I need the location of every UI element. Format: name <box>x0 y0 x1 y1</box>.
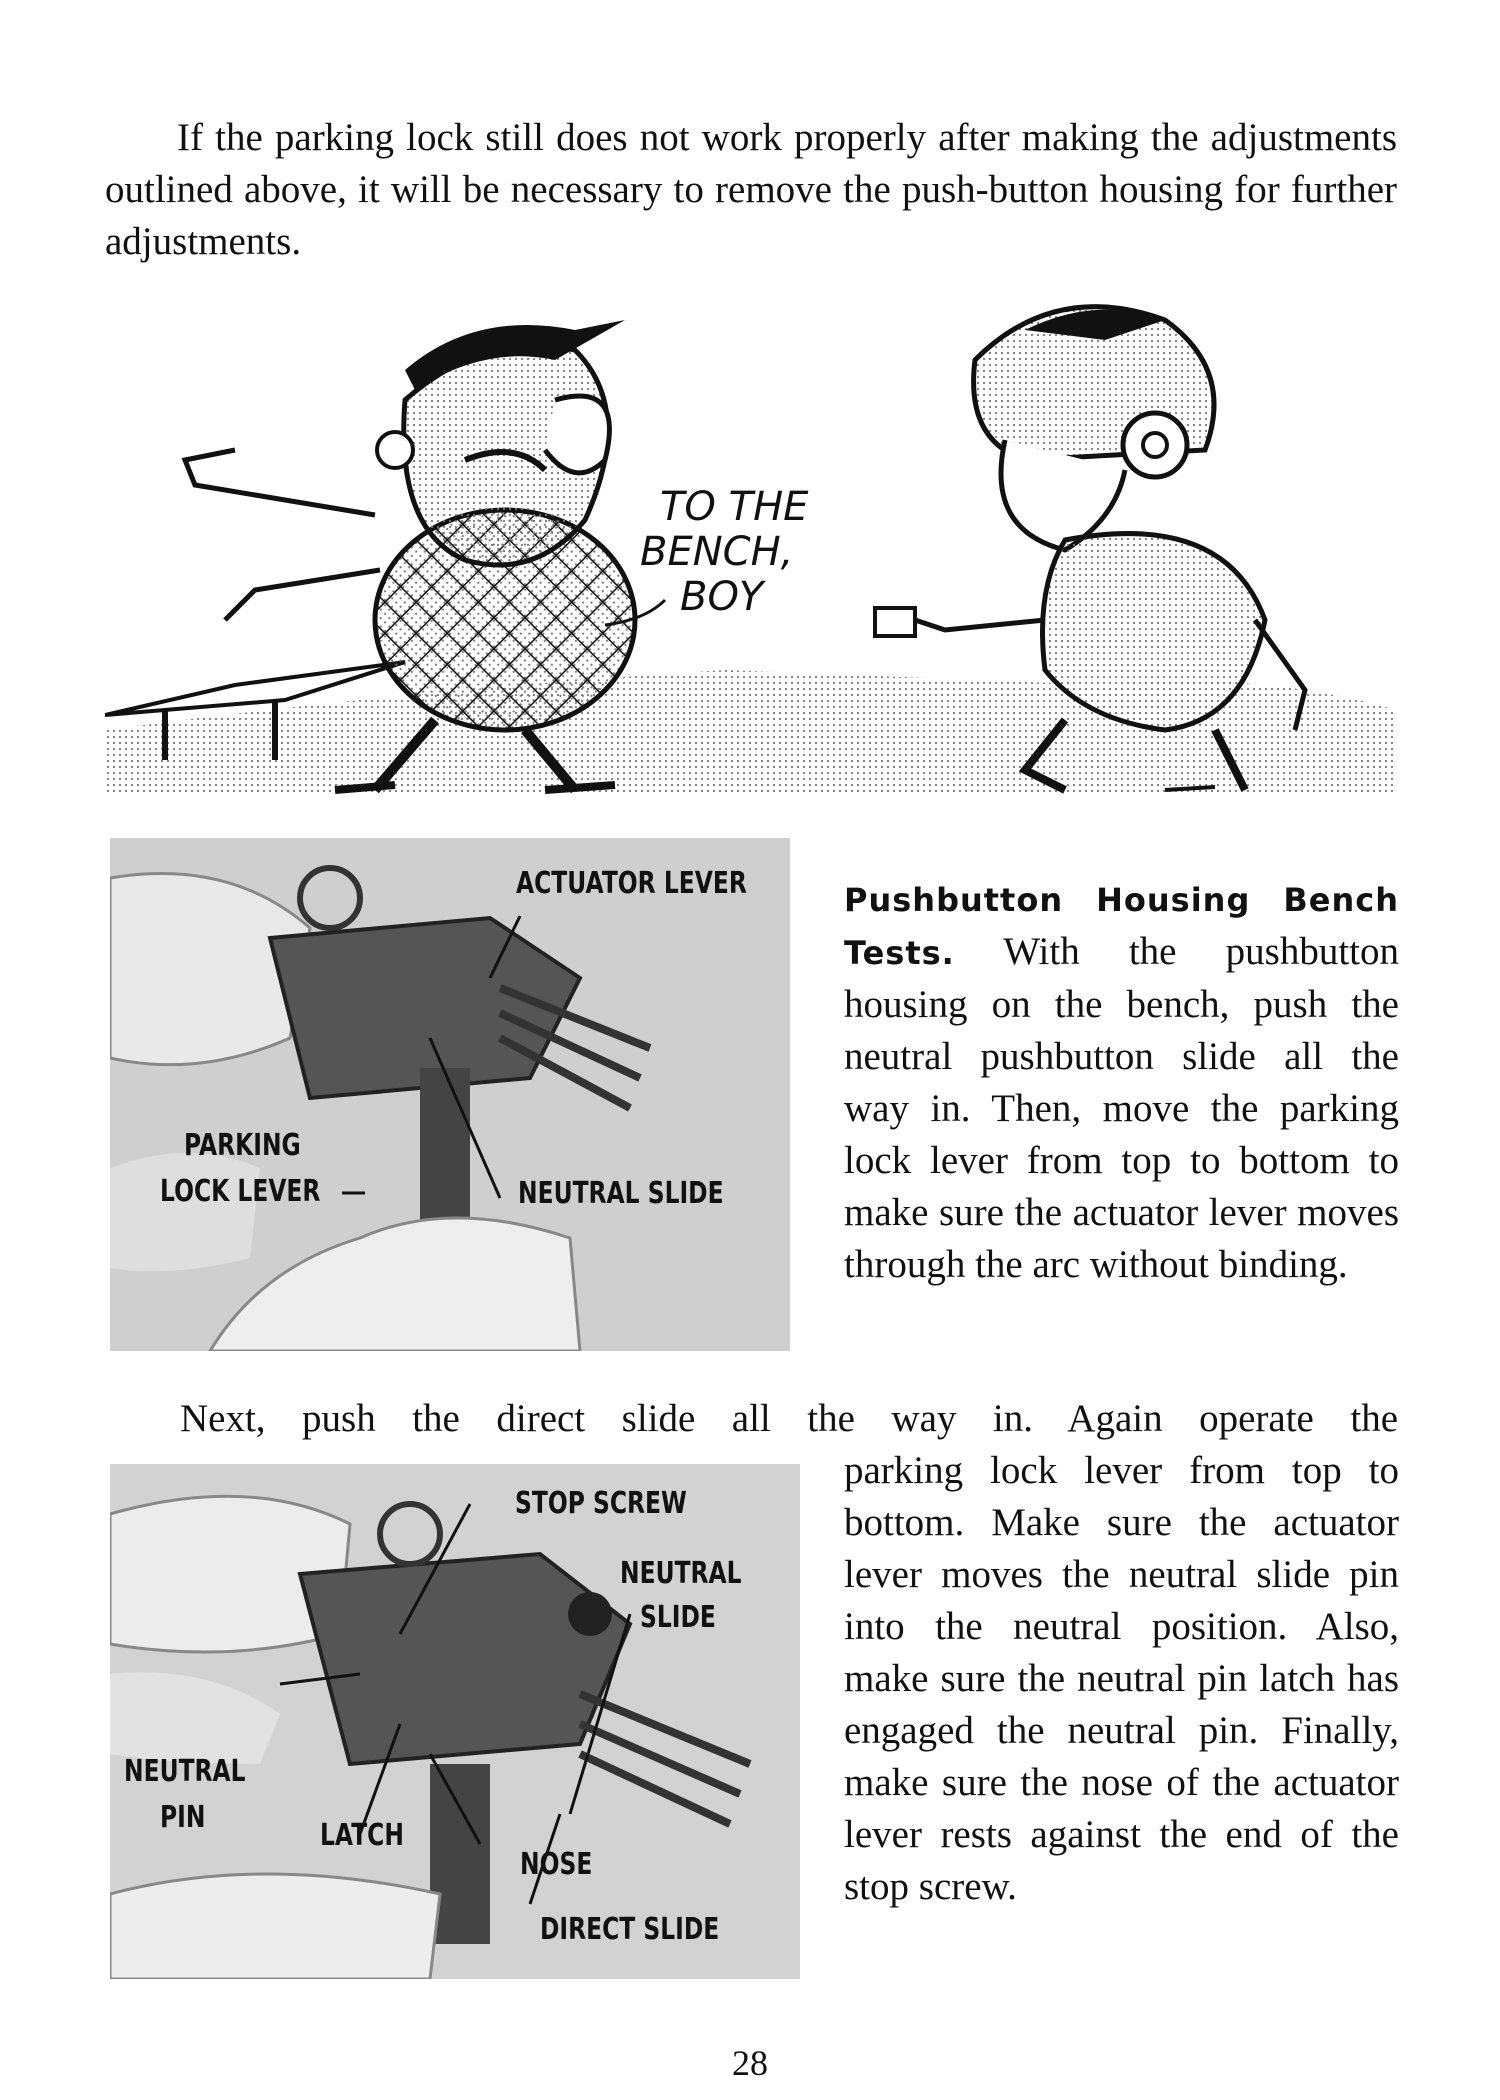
page-number: 28 <box>732 2043 768 2083</box>
label-direct-slide: DIRECT SLIDE <box>540 1912 720 1947</box>
photo-pushbutton-housing-1 <box>110 838 790 1351</box>
bench-tests-body: With the pushbutton housing on the bench, push the neutral pushbutton slide all the way in. Then, move the parking lock lever from top to bottom to make sure the actuator lever moves through the arc without binding. <box>844 930 1399 1286</box>
label-neutral-slide-line2: SLIDE <box>640 1600 716 1635</box>
label-parking-lock-lever-line2: LOCK LEVER <box>160 1174 321 1209</box>
intro-paragraph: If the parking lock still does not work properly after making the adjustments outlined above, it will be necessary to remove the push-button housing for further adjustments. <box>105 116 1397 263</box>
photo-pushbutton-housing-2 <box>110 1464 800 1979</box>
cartoon-illustration <box>105 290 1397 810</box>
next-paragraph-continuation: parking lock lever from top to bottom. Make sure the actuator lever moves the neutral slide pin into the neutral position. Also, make sure the neutral pin latch has engaged the neutral pin. Finally, make sure the nose of the actuator lever rests against the end of the stop screw. <box>844 1449 1399 1908</box>
label-neutral-slide: NEUTRAL SLIDE <box>518 1176 724 1211</box>
speech-line-2: BENCH, <box>640 529 794 575</box>
label-stop-screw: STOP SCREW <box>515 1486 687 1521</box>
label-latch: LATCH <box>320 1818 404 1853</box>
bench-tests-paragraph <box>844 873 1399 1291</box>
label-nose: NOSE <box>520 1847 593 1882</box>
speech-line-3: BOY <box>680 574 764 620</box>
label-actuator-lever: ACTUATOR LEVER <box>516 866 747 901</box>
bench-tests-heading: Pushbutton Housing Bench Tests. <box>844 881 1399 972</box>
speech-line-1: TO THE <box>660 484 809 530</box>
next-paragraph-first-line: Next, push the direct slide all the way in. Again operate the <box>180 1397 1398 1440</box>
label-neutral-pin-line2: PIN <box>160 1800 206 1835</box>
label-neutral-slide-line1: NEUTRAL <box>620 1556 742 1591</box>
label-neutral-pin-line1: NEUTRAL <box>124 1754 246 1789</box>
label-parking-lock-lever-line1: PARKING <box>184 1128 301 1163</box>
